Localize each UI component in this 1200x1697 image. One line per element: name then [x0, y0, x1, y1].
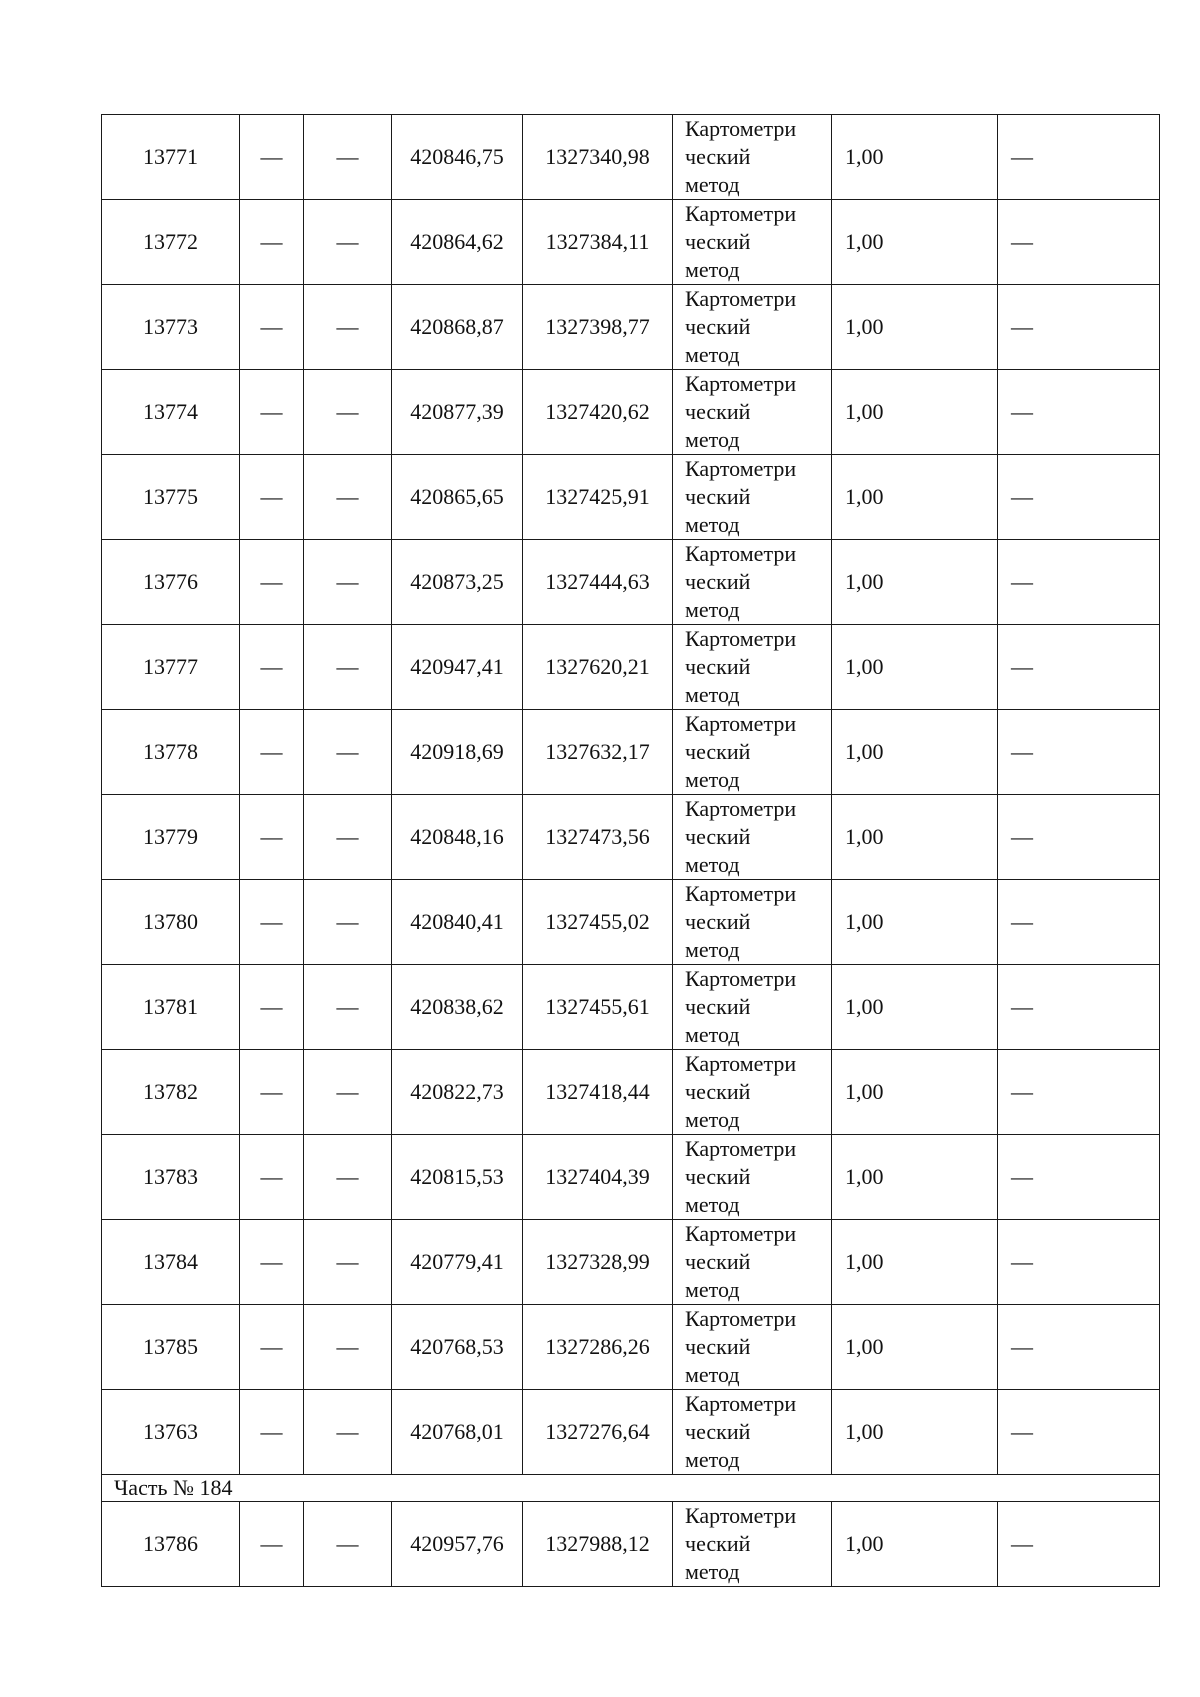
table-body [102, 115, 1160, 1587]
y-coordinate-cell: 1327455,02 [523, 880, 673, 965]
point-number-cell: 13778 [102, 710, 240, 795]
x-coordinate-cell: 420838,62 [392, 965, 523, 1050]
y-coordinate-cell: 1327418,44 [523, 1050, 673, 1135]
method-cell: Картометри ческий метод [673, 795, 832, 880]
x-coordinate-cell: 420768,01 [392, 1390, 523, 1475]
empty-value-cell: — [304, 1502, 392, 1587]
accuracy-cell: 1,00 [832, 625, 998, 710]
method-cell: Картометри ческий метод [673, 1502, 832, 1587]
point-number-cell: 13774 [102, 370, 240, 455]
accuracy-cell: 1,00 [832, 1135, 998, 1220]
x-coordinate-cell: 420877,39 [392, 370, 523, 455]
point-number-cell: 13773 [102, 285, 240, 370]
accuracy-cell: 1,00 [832, 370, 998, 455]
accuracy-cell: 1,00 [832, 1390, 998, 1475]
part-label: Часть № 184 [102, 1475, 1160, 1502]
method-cell: Картометри ческий метод [673, 370, 832, 455]
x-coordinate-cell: 420848,16 [392, 795, 523, 880]
accuracy-cell: 1,00 [832, 795, 998, 880]
empty-value-cell: — [998, 1502, 1160, 1587]
x-coordinate-cell: 420815,53 [392, 1135, 523, 1220]
empty-value-cell: — [240, 540, 304, 625]
y-coordinate-cell: 1327286,26 [523, 1305, 673, 1390]
empty-value-cell: — [240, 200, 304, 285]
empty-value-cell: — [240, 965, 304, 1050]
x-coordinate-cell: 420768,53 [392, 1305, 523, 1390]
part-header-row [102, 1475, 1160, 1502]
empty-value-cell: — [240, 880, 304, 965]
method-cell: Картометри ческий метод [673, 115, 832, 200]
empty-value-cell: — [998, 285, 1160, 370]
table-row [102, 1502, 1160, 1587]
empty-value-cell: — [304, 625, 392, 710]
empty-value-cell: — [304, 1305, 392, 1390]
empty-value-cell: — [304, 1135, 392, 1220]
empty-value-cell: — [240, 1050, 304, 1135]
table-row [102, 285, 1160, 370]
accuracy-cell: 1,00 [832, 880, 998, 965]
table-row [102, 1390, 1160, 1475]
empty-value-cell: — [998, 1135, 1160, 1220]
accuracy-cell: 1,00 [832, 1502, 998, 1587]
table-row [102, 540, 1160, 625]
point-number-cell: 13775 [102, 455, 240, 540]
empty-value-cell: — [240, 370, 304, 455]
method-cell: Картометри ческий метод [673, 285, 832, 370]
table-row [102, 625, 1160, 710]
y-coordinate-cell: 1327473,56 [523, 795, 673, 880]
point-number-cell: 13782 [102, 1050, 240, 1135]
method-cell: Картометри ческий метод [673, 1220, 832, 1305]
table-row [102, 965, 1160, 1050]
empty-value-cell: — [304, 200, 392, 285]
x-coordinate-cell: 420822,73 [392, 1050, 523, 1135]
empty-value-cell: — [240, 285, 304, 370]
x-coordinate-cell: 420918,69 [392, 710, 523, 795]
method-cell: Картометри ческий метод [673, 1135, 832, 1220]
empty-value-cell: — [240, 710, 304, 795]
x-coordinate-cell: 420779,41 [392, 1220, 523, 1305]
accuracy-cell: 1,00 [832, 1050, 998, 1135]
y-coordinate-cell: 1327328,99 [523, 1220, 673, 1305]
accuracy-cell: 1,00 [832, 1305, 998, 1390]
method-cell: Картометри ческий метод [673, 455, 832, 540]
empty-value-cell: — [304, 1050, 392, 1135]
empty-value-cell: — [240, 625, 304, 710]
empty-value-cell: — [240, 1390, 304, 1475]
x-coordinate-cell: 420873,25 [392, 540, 523, 625]
method-cell: Картометри ческий метод [673, 625, 832, 710]
empty-value-cell: — [240, 455, 304, 540]
x-coordinate-cell: 420865,65 [392, 455, 523, 540]
empty-value-cell: — [240, 115, 304, 200]
empty-value-cell: — [998, 370, 1160, 455]
table-row [102, 1305, 1160, 1390]
point-number-cell: 13785 [102, 1305, 240, 1390]
empty-value-cell: — [304, 965, 392, 1050]
point-number-cell: 13776 [102, 540, 240, 625]
empty-value-cell: — [998, 710, 1160, 795]
accuracy-cell: 1,00 [832, 1220, 998, 1305]
method-cell: Картометри ческий метод [673, 1305, 832, 1390]
table-row [102, 115, 1160, 200]
empty-value-cell: — [304, 540, 392, 625]
y-coordinate-cell: 1327398,77 [523, 285, 673, 370]
accuracy-cell: 1,00 [832, 965, 998, 1050]
coordinates-table [101, 114, 1160, 1587]
empty-value-cell: — [240, 1135, 304, 1220]
y-coordinate-cell: 1327420,62 [523, 370, 673, 455]
y-coordinate-cell: 1327404,39 [523, 1135, 673, 1220]
method-cell: Картометри ческий метод [673, 1050, 832, 1135]
empty-value-cell: — [304, 1390, 392, 1475]
point-number-cell: 13779 [102, 795, 240, 880]
empty-value-cell: — [304, 710, 392, 795]
table-row [102, 795, 1160, 880]
accuracy-cell: 1,00 [832, 540, 998, 625]
point-number-cell: 13777 [102, 625, 240, 710]
method-cell: Картометри ческий метод [673, 200, 832, 285]
empty-value-cell: — [304, 455, 392, 540]
empty-value-cell: — [240, 795, 304, 880]
point-number-cell: 13786 [102, 1502, 240, 1587]
point-number-cell: 13783 [102, 1135, 240, 1220]
empty-value-cell: — [998, 1220, 1160, 1305]
table-row [102, 1050, 1160, 1135]
y-coordinate-cell: 1327384,11 [523, 200, 673, 285]
empty-value-cell: — [998, 1390, 1160, 1475]
table-row [102, 370, 1160, 455]
empty-value-cell: — [240, 1305, 304, 1390]
table-row [102, 710, 1160, 795]
empty-value-cell: — [304, 115, 392, 200]
empty-value-cell: — [998, 625, 1160, 710]
x-coordinate-cell: 420957,76 [392, 1502, 523, 1587]
point-number-cell: 13784 [102, 1220, 240, 1305]
empty-value-cell: — [998, 965, 1160, 1050]
x-coordinate-cell: 420868,87 [392, 285, 523, 370]
empty-value-cell: — [998, 200, 1160, 285]
method-cell: Картометри ческий метод [673, 540, 832, 625]
y-coordinate-cell: 1327276,64 [523, 1390, 673, 1475]
empty-value-cell: — [304, 1220, 392, 1305]
empty-value-cell: — [998, 880, 1160, 965]
x-coordinate-cell: 420864,62 [392, 200, 523, 285]
table-row [102, 455, 1160, 540]
point-number-cell: 13780 [102, 880, 240, 965]
x-coordinate-cell: 420846,75 [392, 115, 523, 200]
empty-value-cell: — [240, 1502, 304, 1587]
empty-value-cell: — [304, 285, 392, 370]
point-number-cell: 13781 [102, 965, 240, 1050]
empty-value-cell: — [998, 795, 1160, 880]
table-row [102, 200, 1160, 285]
empty-value-cell: — [304, 880, 392, 965]
table-row [102, 1220, 1160, 1305]
empty-value-cell: — [998, 1305, 1160, 1390]
point-number-cell: 13763 [102, 1390, 240, 1475]
method-cell: Картометри ческий метод [673, 880, 832, 965]
y-coordinate-cell: 1327340,98 [523, 115, 673, 200]
y-coordinate-cell: 1327425,91 [523, 455, 673, 540]
empty-value-cell: — [998, 1050, 1160, 1135]
accuracy-cell: 1,00 [832, 710, 998, 795]
table-row [102, 880, 1160, 965]
empty-value-cell: — [240, 1220, 304, 1305]
accuracy-cell: 1,00 [832, 115, 998, 200]
x-coordinate-cell: 420947,41 [392, 625, 523, 710]
point-number-cell: 13772 [102, 200, 240, 285]
method-cell: Картометри ческий метод [673, 710, 832, 795]
point-number-cell: 13771 [102, 115, 240, 200]
x-coordinate-cell: 420840,41 [392, 880, 523, 965]
y-coordinate-cell: 1327988,12 [523, 1502, 673, 1587]
accuracy-cell: 1,00 [832, 455, 998, 540]
method-cell: Картометри ческий метод [673, 965, 832, 1050]
y-coordinate-cell: 1327444,63 [523, 540, 673, 625]
y-coordinate-cell: 1327455,61 [523, 965, 673, 1050]
y-coordinate-cell: 1327620,21 [523, 625, 673, 710]
method-cell: Картометри ческий метод [673, 1390, 832, 1475]
empty-value-cell: — [304, 795, 392, 880]
empty-value-cell: — [304, 370, 392, 455]
y-coordinate-cell: 1327632,17 [523, 710, 673, 795]
empty-value-cell: — [998, 540, 1160, 625]
accuracy-cell: 1,00 [832, 285, 998, 370]
accuracy-cell: 1,00 [832, 200, 998, 285]
empty-value-cell: — [998, 455, 1160, 540]
table-row [102, 1135, 1160, 1220]
empty-value-cell: — [998, 115, 1160, 200]
